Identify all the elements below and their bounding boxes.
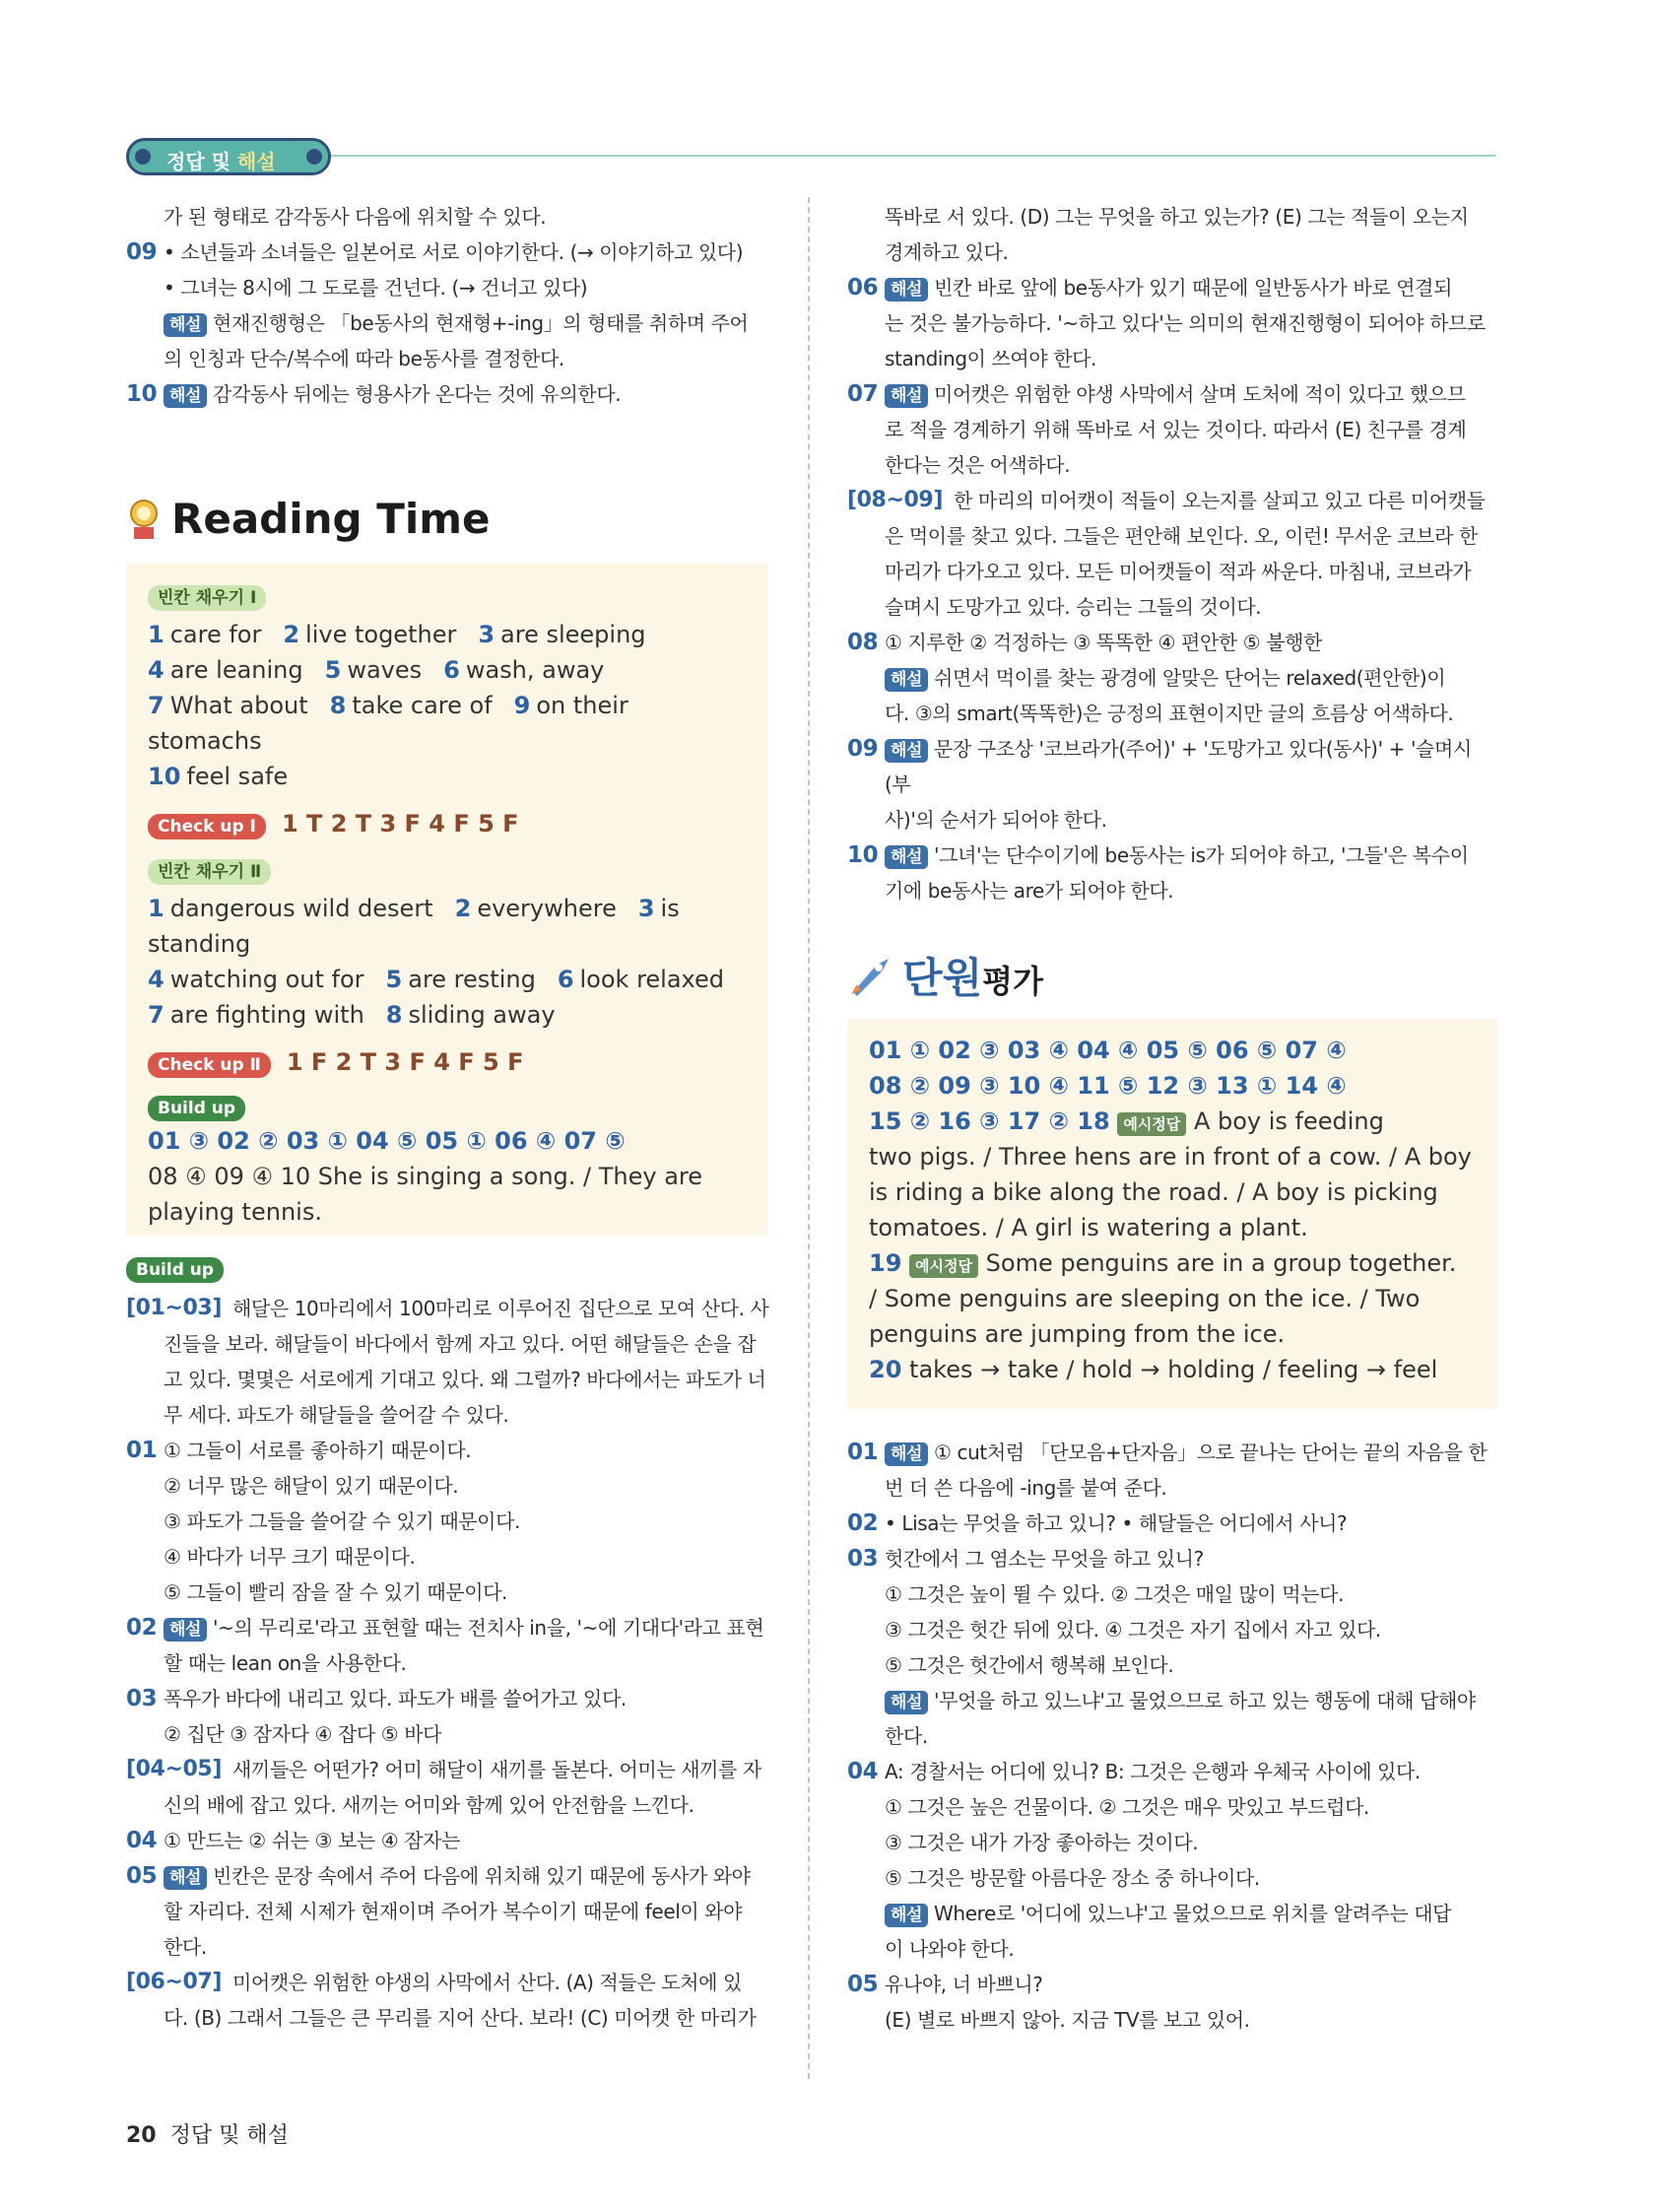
line-text: 쉬면서 먹이를 찾는 광경에 알맞은 단어는 relaxed(편안한)이: [934, 666, 1446, 690]
item-number: 10: [126, 381, 158, 407]
unit-answers-row1: 01 ① 02 ③ 03 ④ 04 ④ 05 ⑤ 06 ⑤ 07 ④: [869, 1037, 1347, 1064]
explanation-line: [126, 1610, 776, 1645]
right-top-explanations: [847, 199, 1497, 908]
line-text: 기에 be동사는 are가 되어야 한다.: [885, 879, 1174, 903]
line-text: ③ 그것은 내가 가장 좋아하는 것이다.: [885, 1831, 1199, 1854]
line-text: 다. ③의 smart(똑똑한)은 긍정의 표현이지만 글의 흐름상 어색하다.: [885, 702, 1454, 725]
explanation-line: [126, 1362, 776, 1397]
explanation-line: [847, 447, 1497, 483]
unit-eval-heading: 단원평가: [847, 946, 1043, 1005]
check-up-2-label: Check up Ⅱ: [148, 1052, 271, 1078]
explanation-line: [847, 660, 1497, 696]
item-number: 03: [126, 1686, 158, 1711]
badge-dot-right: [306, 149, 322, 165]
blank-answer-item: 7 are fighting with: [148, 1001, 364, 1029]
line-text: (E) 별로 바쁘지 않아. 지금 TV를 보고 있어.: [885, 2008, 1250, 2032]
explanation-line: [126, 1752, 776, 1787]
left-top-explanations: [126, 199, 776, 412]
line-text: 똑바로 서 있다. (D) 그는 무엇을 하고 있는가? (E) 그는 적들이 오는지: [885, 205, 1469, 229]
explanation-line: [126, 1504, 776, 1539]
blank-answer-item: 6 look relaxed: [557, 966, 725, 993]
line-text: ③ 파도가 그들을 쓸어갈 수 있기 때문이다.: [164, 1509, 520, 1533]
explanation-line: [847, 1506, 1497, 1541]
blank-answer-item: 4 are leaning: [148, 656, 303, 684]
line-text: 무 세다. 파도가 해달들을 쓸어갈 수 있다.: [164, 1403, 509, 1427]
explanation-tag: 해설: [885, 1442, 928, 1466]
explanation-line: [126, 305, 776, 341]
explanation-line: [126, 270, 776, 305]
blank-answer-item: 5 are resting: [385, 966, 536, 993]
line-text: ⑤ 그것은 방문할 아름다운 장소 중 하나이다.: [885, 1866, 1260, 1890]
explanation-line: [126, 1326, 776, 1362]
section-header-badge: [126, 138, 331, 175]
sample-answer-tag: 예시정답: [909, 1254, 978, 1278]
build-up-answers-3: playing tennis.: [148, 1198, 322, 1226]
left-lower-explanations: [126, 1291, 776, 2036]
explanation-line: [847, 235, 1497, 270]
blank-answer-item: 1 dangerous wild desert: [148, 895, 433, 922]
explanation-line: [126, 341, 776, 376]
item-number: [06~07]: [126, 1970, 222, 1994]
explanation-line: [847, 1718, 1497, 1754]
line-text: 해달은 10마리에서 100마리로 이루어진 집단으로 모여 산다. 사: [232, 1297, 769, 1320]
line-text: • 그녀는 8시에 그 도로를 건넌다. (→ 건너고 있다): [164, 276, 588, 300]
line-text: 한 마리의 미어캣이 적들이 오는지를 살피고 있고 다른 미어캣들: [954, 489, 1486, 512]
explanation-line: [126, 235, 776, 270]
item-number: 09: [126, 239, 158, 265]
line-text: ① 그들이 서로를 좋아하기 때문이다.: [164, 1439, 472, 1462]
explanation-tag: 해설: [885, 668, 928, 692]
explanation-tag: 해설: [885, 1691, 928, 1714]
header-rule: [331, 155, 1495, 157]
line-text: 폭우가 바다에 내리고 있다. 파도가 배를 쓸어가고 있다.: [164, 1687, 627, 1710]
explanation-line: [847, 1860, 1497, 1896]
line-text: '~의 무리로'라고 표현할 때는 전치사 in을, '~에 기대다'라고 표현: [213, 1616, 764, 1640]
line-text: 고 있다. 몇몇은 서로에게 기대고 있다. 왜 그럴까? 바다에서는 파도가 너: [164, 1368, 766, 1391]
explanation-line: [847, 838, 1497, 873]
line-text: 한다.: [885, 1724, 928, 1748]
line-text: ④ 바다가 너무 크기 때문이다.: [164, 1545, 416, 1569]
explanation-line: [126, 1823, 776, 1858]
line-text: A: 경찰서는 어디에 있니? B: 그것은 은행과 우체국 사이에 있다.: [885, 1760, 1421, 1783]
explanation-line: [847, 1647, 1497, 1683]
line-text: 번 더 쓴 다음에 -ing를 붙여 준다.: [885, 1476, 1167, 1500]
explanation-line: [847, 696, 1497, 731]
explanation-tag: 해설: [885, 1904, 928, 1927]
line-text: • 소년들과 소녀들은 일본어로 서로 이야기한다. (→ 이야기하고 있다): [164, 240, 744, 264]
line-text: 사)'의 순서가 되어야 한다.: [885, 808, 1107, 832]
blank-fill-2-answers: [148, 891, 747, 1033]
explanation-line: [847, 1931, 1497, 1967]
line-text: '그녀'는 단수이기에 be동사는 is가 되어야 하고, '그들'은 복수이: [934, 843, 1469, 867]
sample-answer-tag: 예시정답: [1117, 1112, 1186, 1136]
item-number: 09: [847, 736, 879, 762]
rocket-icon: [847, 955, 894, 998]
line-text: 가 된 형태로 감각동사 다음에 위치할 수 있다.: [164, 205, 547, 229]
line-text: ① 지루한 ② 걱정하는 ③ 똑똑한 ④ 편안한 ⑤ 불행한: [885, 631, 1322, 654]
explanation-line: [847, 483, 1497, 518]
line-text: standing이 쓰여야 한다.: [885, 347, 1097, 370]
blank-answer-item: 10 feel safe: [148, 763, 289, 790]
line-text: ③ 그것은 헛간 뒤에 있다. ④ 그것은 자기 집에서 자고 있다.: [885, 1618, 1381, 1642]
item-number: 07: [847, 381, 879, 407]
explanation-line: [126, 376, 776, 412]
explanation-line: [126, 199, 776, 235]
blank-answer-item: 8 sliding away: [385, 1001, 556, 1029]
blank-answer-item: 6 wash, away: [443, 656, 605, 684]
explanation-line: [847, 412, 1497, 447]
explanation-line: [847, 802, 1497, 838]
blank-answer-item: 8 take care of: [329, 692, 493, 719]
blank-answer-item: 3 is standing: [148, 895, 680, 958]
line-text: 유나야, 너 바쁘니?: [885, 1973, 1043, 1996]
item-number: 03: [847, 1546, 879, 1572]
explanation-line: [847, 199, 1497, 235]
explanation-line: [847, 625, 1497, 660]
explanation-line: [126, 1291, 776, 1326]
line-text: 헛간에서 그 염소는 무엇을 하고 있니?: [885, 1547, 1204, 1571]
explanation-line: [847, 376, 1497, 412]
unit-answers-row2: 08 ② 09 ③ 10 ④ 11 ⑤ 12 ③ 13 ① 14 ④: [869, 1072, 1347, 1100]
item-number: 02: [126, 1615, 158, 1641]
line-text: 새끼들은 어떤가? 어미 해달이 새끼를 돌본다. 어미는 새끼를 자: [232, 1758, 761, 1781]
page-footer: [126, 2118, 289, 2149]
blank-answer-item: 1 care for: [148, 621, 262, 648]
explanation-line: [126, 1539, 776, 1575]
blank-answer-item: 7 What about: [148, 692, 308, 719]
item-number: [01~03]: [126, 1296, 222, 1320]
item-number: 06: [847, 275, 879, 301]
line-text: 문장 구조상 '코브라가(주어)' + '도망가고 있다(동사)' + '슬며시(부: [885, 737, 1472, 796]
line-text: 감각동사 뒤에는 형용사가 온다는 것에 유의한다.: [213, 382, 622, 406]
item-number: 01: [847, 1440, 879, 1465]
explanation-tag: 해설: [164, 384, 207, 408]
explanation-line: [847, 305, 1497, 341]
line-text: 빈칸 바로 앞에 be동사가 있기 때문에 일반동사가 바로 연결되: [934, 276, 1452, 300]
blank-answer-item: 4 watching out for: [148, 966, 364, 993]
explanation-line: [847, 873, 1497, 908]
blank-fill-1-label: 빈칸 채우기 Ⅰ: [148, 585, 266, 611]
line-text: 다. (B) 그래서 그들은 큰 무리를 지어 산다. 보라! (C) 미어캣 한 마리가: [164, 2006, 757, 2030]
blank-fill-1-answers: [148, 617, 747, 794]
line-text: 미어캣은 위험한 야생 사막에서 살며 도처에 적이 있다고 했으므: [934, 382, 1466, 406]
build-up-answers-2: 08 ④ 09 ④ 10 She is singing a song. / They are: [148, 1163, 703, 1190]
explanation-line: [126, 1681, 776, 1716]
line-text: 마리가 다가오고 있다. 모든 미어캣들이 적과 싸운다. 마침내, 코브라가: [885, 560, 1472, 583]
line-text: 할 때는 lean on을 사용한다.: [164, 1651, 407, 1675]
line-text: ⑤ 그들이 빨리 잠을 잘 수 있기 때문이다.: [164, 1580, 507, 1604]
explanation-line: [847, 589, 1497, 625]
item-number: 01: [126, 1438, 158, 1463]
unit-eval-answer-box: 01 ① 02 ③ 03 ④ 04 ④ 05 ⑤ 06 ⑤ 07 ④ 08 ② 09 ③ 10 ④ 11 ⑤ 12 ③ 13 ① 14 ④ 15 ② 16 ③ 17 ② 18 예시정답 A boy is feeding two pigs. / Three hens are in front of a cow. / A boy is riding a bike along the road. / A boy is picking tomatoes. / A girl is watering a plant. 19 예시정답 Some penguins are in a group together. / Some penguins are sleeping on the ice. / Two penguins are jumping from the ice. 20 takes → take / hold → holding / feeling → feel: [847, 1019, 1497, 1409]
explanation-tag: 해설: [885, 384, 928, 408]
check-up-1-label: Check up Ⅰ: [148, 814, 266, 839]
explanation-line: [126, 1716, 776, 1752]
line-text: ① cut처럼 「단모음+단자음」으로 끝나는 단어는 끝의 자음을 한: [934, 1441, 1488, 1464]
explanation-line: [847, 1789, 1497, 1825]
explanation-tag: 해설: [885, 278, 928, 302]
explanation-line: [847, 554, 1497, 589]
explanation-line: [847, 341, 1497, 376]
explanation-line: [126, 1894, 776, 1929]
check-up-2-answers: 1 F 2 T 3 F 4 F 5 F: [286, 1048, 524, 1076]
line-text: 한다.: [164, 1935, 207, 1959]
blank-answer-item: 9 on their stomachs: [148, 692, 628, 755]
line-text: 경계하고 있다.: [885, 240, 1009, 264]
blank-answer-item: 5 waves: [324, 656, 423, 684]
line-text: 슬며시 도망가고 있다. 승리는 그들의 것이다.: [885, 595, 1262, 619]
explanation-line: [847, 1825, 1497, 1860]
line-text: '무엇을 하고 있느냐'고 물었으므로 하고 있는 행동에 대해 답해야: [934, 1689, 1476, 1712]
explanation-line: [126, 1468, 776, 1504]
explanation-line: [126, 1858, 776, 1894]
explanation-line: [847, 1683, 1497, 1718]
explanation-line: [847, 2002, 1497, 2038]
medal-icon: [126, 498, 162, 541]
item-number: 04: [847, 1759, 879, 1784]
explanation-line: [847, 1754, 1497, 1789]
blank-answer-item: 3 are sleeping: [478, 621, 646, 648]
explanation-tag: 해설: [164, 1618, 207, 1642]
check-up-1-answers: 1 T 2 T 3 F 4 F 5 F: [281, 810, 519, 838]
explanation-line: [847, 1967, 1497, 2002]
line-text: 현재진행형은 「be동사의 현재형+-ing」의 형태를 취하며 주어: [213, 311, 749, 335]
explanation-tag: 해설: [885, 845, 928, 869]
item-number: 05: [847, 1972, 879, 1997]
line-text: 이 나와야 한다.: [885, 1937, 1015, 1961]
explanation-line: [126, 1645, 776, 1681]
explanation-tag: 해설: [885, 739, 928, 763]
column-divider: [808, 197, 810, 2079]
line-text: ① 그것은 높은 건물이다. ② 그것은 매우 맛있고 부드럽다.: [885, 1795, 1369, 1819]
line-text: ② 집단 ③ 잠자다 ④ 잡다 ⑤ 바다: [164, 1722, 442, 1746]
item-number: [04~05]: [126, 1757, 222, 1781]
page-number: 20: [126, 2123, 157, 2148]
line-text: 은 먹이를 찾고 있다. 그들은 편안해 보인다. 오, 이런! 무서운 코브라 한: [885, 524, 1478, 548]
explanation-line: [126, 1965, 776, 2000]
explanation-line: [847, 1612, 1497, 1647]
line-text: • Lisa는 무엇을 하고 있니? • 해달들은 어디에서 사니?: [885, 1511, 1348, 1535]
explanation-tag: 해설: [164, 1866, 207, 1890]
explanation-line: [126, 1929, 776, 1965]
explanation-line: [126, 1433, 776, 1468]
item-number: 08: [847, 630, 879, 655]
build-up-answers-1: 01 ③ 02 ② 03 ① 04 ⑤ 05 ① 06 ④ 07 ⑤: [148, 1127, 626, 1155]
line-text: 의 인칭과 단수/복수에 따라 be동사를 결정한다.: [164, 347, 564, 370]
item-number: [08~09]: [847, 488, 943, 512]
explanation-line: [847, 518, 1497, 554]
build-up-label: Build up: [148, 1096, 245, 1121]
line-text: ① 만드는 ② 쉬는 ③ 보는 ④ 잠자는: [164, 1829, 461, 1852]
badge-dot-left: [135, 149, 151, 165]
explanation-line: [126, 1397, 776, 1433]
explanation-line: [126, 2000, 776, 2036]
section-header-title: 정답 및 해설: [166, 150, 276, 173]
item-number: 05: [126, 1863, 158, 1889]
item-number: 10: [847, 842, 879, 868]
line-text: ② 너무 많은 해달이 있기 때문이다.: [164, 1474, 459, 1498]
line-text: 미어캣은 위험한 야생의 사막에서 산다. (A) 적들은 도처에 있: [232, 1971, 742, 1994]
right-lower-explanations: [847, 1435, 1497, 2038]
line-text: 신의 배에 잡고 있다. 새끼는 어미와 함께 있어 안전함을 느낀다.: [164, 1793, 694, 1817]
item-number: 02: [847, 1510, 879, 1536]
line-text: ① 그것은 높이 뛸 수 있다. ② 그것은 매일 많이 먹는다.: [885, 1582, 1345, 1606]
explanation-line: [126, 1575, 776, 1610]
explanation-line: [847, 1541, 1497, 1576]
reading-answer-box: [126, 564, 768, 1236]
explanation-line: [847, 270, 1497, 305]
line-text: 로 적을 경계하기 위해 똑바로 서 있는 것이다. 따라서 (E) 친구를 경계: [885, 418, 1467, 441]
explanation-line: [847, 1435, 1497, 1470]
line-text: 빈칸은 문장 속에서 주어 다음에 위치해 있기 때문에 동사가 와야: [213, 1864, 751, 1888]
item-number: 04: [126, 1828, 158, 1853]
footer-label: 정답 및 해설: [169, 2123, 289, 2148]
blank-answer-item: 2 live together: [283, 621, 457, 648]
line-text: ⑤ 그것은 헛간에서 행복해 보인다.: [885, 1653, 1174, 1677]
line-text: 할 자리다. 전체 시제가 현재이며 주어가 복수이기 때문에 feel이 와야: [164, 1900, 743, 1923]
reading-time-heading: Reading Time: [126, 495, 491, 543]
explanation-line: [847, 731, 1497, 802]
line-text: 진들을 보라. 해달들이 바다에서 함께 자고 있다. 어떤 해달들은 손을 잡: [164, 1332, 757, 1356]
line-text: 한다는 것은 어색하다.: [885, 453, 1071, 477]
line-text: 는 것은 불가능하다. '~하고 있다'는 의미의 현재진행형이 되어야 하므로: [885, 311, 1486, 335]
explanation-tag: 해설: [164, 313, 207, 337]
explanation-line: [126, 1787, 776, 1823]
blank-answer-item: 2 everywhere: [454, 895, 617, 922]
explanation-line: [847, 1470, 1497, 1506]
blank-fill-2-label: 빈칸 채우기 Ⅱ: [148, 859, 271, 885]
build-up-section-label: Build up: [126, 1257, 224, 1283]
line-text: Where로 '어디에 있느냐'고 물었으므로 위치를 알려주는 대답: [934, 1902, 1452, 1925]
explanation-line: [847, 1896, 1497, 1931]
explanation-line: [847, 1576, 1497, 1612]
